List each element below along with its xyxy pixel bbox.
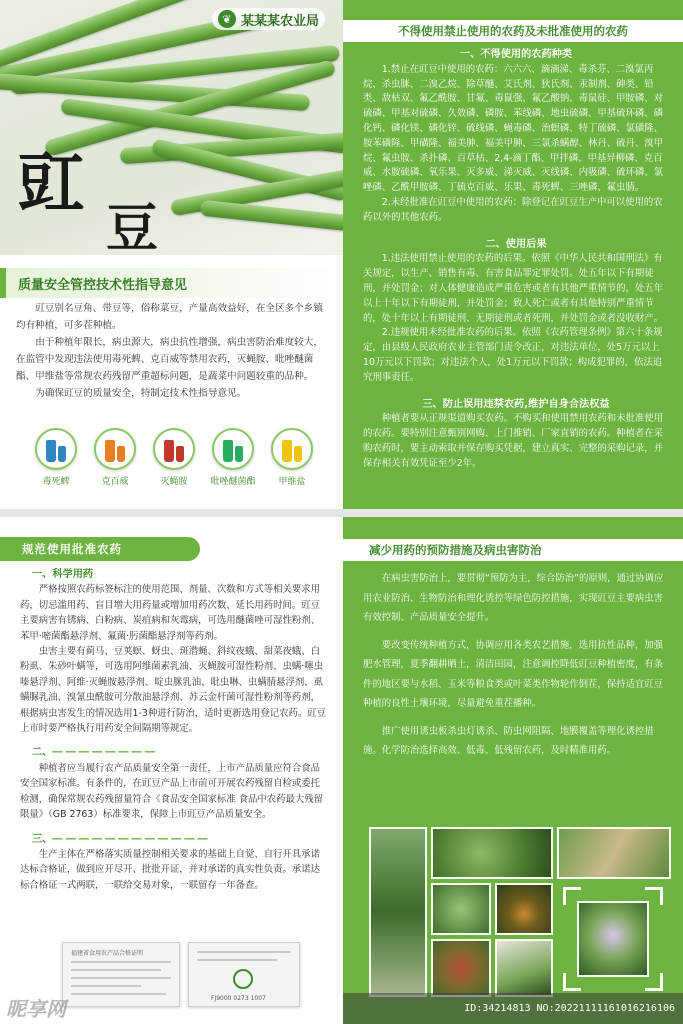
product-label: 吡唑醚菌酯 xyxy=(210,477,256,487)
prevention-text xyxy=(363,569,669,761)
section-title: 三、―――――――――――― xyxy=(32,833,211,845)
pesticide-bottle-icon xyxy=(94,428,136,470)
paragraph: 2.违规使用未经批准农药的后果。依照《农药管理条例》第六十条规定，由县级人民政府农业主管部门责令改正，对违法单位，处5万元以上10万元以下罚款；对违法个人，处1万元以下罚款；构成犯罪的，依法追究刑事责任。 xyxy=(363,327,663,383)
product-item xyxy=(93,428,137,498)
section-header xyxy=(343,539,683,561)
usage-panel xyxy=(0,517,343,1024)
product-label: 灭蝇胺 xyxy=(160,477,188,487)
paragraph: 严格按照农药标签标注的使用范围、剂量、次数和方式等相关要求用药，切忌滥用药、盲目增大用药量或增加用药次数、延长用药时间。豇豆主要病害有锈病、白粉病、炭疽病和灰霉病，可选用醚菌唑可湿性粉剂、苯甲·嘧菌酯悬浮剂、氟菌·肟菌酯悬浮剂等药剂。 xyxy=(20,584,321,642)
pesticide-bottle-icon xyxy=(212,428,254,470)
org-logo xyxy=(212,8,325,30)
pesticide-bottle-icon xyxy=(153,428,195,470)
section-header-text: 减少用药的预防措施及病虫害防治 xyxy=(369,543,542,557)
prohibited-panel xyxy=(343,0,683,509)
leaf-spot-photo xyxy=(431,883,491,935)
section-header xyxy=(343,20,683,42)
pesticide-bottle-icon xyxy=(35,428,77,470)
product-item xyxy=(270,428,314,498)
leaf-photo xyxy=(431,827,553,879)
pesticide-products xyxy=(34,428,314,498)
trellis-photo xyxy=(369,827,427,997)
intro-paragraph: 由于种植年限长，病虫源大，病虫抗性增强，病虫害防治难度较大，在监管中发现违法使用毒死蜱、克百威等禁用农药，灭蝇胺、吡唑醚菌酯、甲维盐等常规农药残留严重超标问题，是蔬菜中问题较重的品种。 xyxy=(16,337,323,382)
paragraph: 1.禁止在豇豆中使用的农药：六六六、滴滴涕、毒杀芬、二溴氯丙烷、杀虫脒、二溴乙烷、除草醚、艾氏剂、狄氏剂、汞制剂、砷类、铅类、敌枯双、氟乙酰胺、甘氟、毒鼠强、氟乙酸钠、毒鼠硅、甲胺磷、对硫磷、甲基对硫磷、久效磷、磷胺、苯线磷、地虫硫磷、甲基硫环磷、磷化钙、磷化镁、磷化锌、硫线磷、蝇毒磷、治螟磷、特丁硫磷、氯磺隆、胺苯磺隆、甲磺隆、福美胂、福美甲胂、三氯杀螨醇、林丹、硫丹、溴甲烷、氟虫胺、杀扑磷、百草枯、2,4-滴丁酯、甲拌磷、甲基异柳磷、克百威、水胺硫磷、氧乐果、灭多威、涕灭威、灭线磷、内吸磷、硫环磷、氯唑磷、乙酰甲胺磷、丁硫克百威、乐果、毒死蜱、三唑磷、氟虫腈。 xyxy=(363,63,664,194)
product-item xyxy=(211,428,255,498)
cover-title xyxy=(18,144,159,259)
image-id: ID:34214813 NO:20221111161016216106 xyxy=(464,1003,675,1014)
certificate-sample xyxy=(62,942,180,1007)
intro-paragraph: 豇豆别名豆角、带豆等，俗称菜豆，产量高效益好，在全区多个乡镇均有种植，可多茬种植。 xyxy=(16,303,323,331)
intro-paragraph: 为确保豇豆的质量安全，特制定技术性指导意见。 xyxy=(35,388,247,399)
section-title: 二、―――――――― xyxy=(32,747,158,759)
product-item xyxy=(34,428,78,498)
sheet-divider xyxy=(0,509,683,517)
section-header-text: 不得使用禁止使用的农药及未批准使用的农药 xyxy=(398,24,628,38)
paragraph: 要改变传统种植方式，协调应用各类农艺措施，选用抗性品种，加强肥水管理，夏季翻耕晒土，清洁田园，注意调控降低豇豆种植密度，有条件的地区要与水稻、玉米等粮食类或叶菜类作物轮作倒茬，保持适宜豇豆种植的良性土壤环境，尽量避免重茬播种。 xyxy=(363,639,664,709)
product-label: 克百威 xyxy=(101,477,129,487)
leaf-icon: ❦ xyxy=(218,10,236,28)
product-item xyxy=(152,428,196,498)
qr-stamp-icon xyxy=(233,969,253,989)
mildew-photo xyxy=(495,939,553,997)
rust-disease-photo xyxy=(431,939,491,997)
product-label: 毒死蜱 xyxy=(42,477,70,487)
back-sheet xyxy=(0,517,683,1024)
org-name: 某某某农业局 xyxy=(241,13,320,29)
title-char-1: 豇 xyxy=(18,144,84,222)
section-header xyxy=(0,537,200,561)
section-header-text: 规范使用批准农药 xyxy=(22,542,122,556)
site-watermark: 昵享网 xyxy=(6,997,66,1021)
bean-flower-photo xyxy=(577,901,649,977)
certificate-sample xyxy=(188,942,300,1007)
paragraph: 虫害主要有蓟马、豆荚螟、蚜虫、斑潜蝇、斜纹夜蛾、甜菜夜蛾、白粉虱、朱砂叶螨等，可选用阿维菌素乳油、灭蝇胺可湿性粉剂、虫螨·噻虫嗪悬浮剂、阿维·灭蝇胺悬浮剂、啶虫脒乳油、吡虫啉、虫螨腈悬浮剂、虱螨脲乳油、溴氰虫酰胺可分散油悬浮剂、苏云金杆菌可湿性粉剂等药剂，根据病虫害发生的情况选用1-3种进行防治，适时更新选用登记农药。豇豆上市时要严格执行用药安全间隔期等规定。 xyxy=(20,646,326,735)
focus-frame xyxy=(563,887,663,991)
prevention-panel xyxy=(343,517,683,1024)
certificate-number: FJ9000 0273 1007 xyxy=(211,995,266,1002)
section-title: 一、不得使用的农药种类 xyxy=(459,49,573,60)
section-title: 一、科学用药 xyxy=(32,569,94,580)
front-sheet xyxy=(0,0,683,509)
section-title: 三、防止误用违禁农药,维护自身合法权益 xyxy=(422,398,610,410)
title-char-2: 豆 xyxy=(106,198,159,259)
paragraph: 在病虫害防治上，要贯彻“预防为主，综合防治”的原则，通过协调应用农业防治、生物防治和理化诱控等绿色防控措施，实现豇豆主要病虫害有效控制、产品质量安全提升。 xyxy=(363,573,664,623)
pesticide-bottle-icon xyxy=(271,428,313,470)
prohibited-text xyxy=(363,46,669,472)
paragraph: 2.未经批准在豇豆中使用的农药：除登记在豇豆生产中可以使用的农药以外的其他农药。 xyxy=(363,196,663,223)
cover-panel xyxy=(0,0,343,509)
usage-text xyxy=(20,567,328,893)
caterpillar-photo xyxy=(495,883,553,935)
pod-photo xyxy=(557,827,671,879)
certificate-title: 福建省食用农产品合格证明 xyxy=(71,950,144,957)
subtitle-bar xyxy=(0,268,343,298)
section-title: 二、使用后果 xyxy=(485,238,547,250)
paragraph: 种植者要从正规渠道购买农药。不购买和使用禁用农药和未批准使用的农药。要特别注意甄别网购、上门推销、厂家直销的农药。种植者在采购农药时，要主动索取并保存购买凭据，建立真实、完整的采购记录，并保存相关有效凭证至少2年。 xyxy=(363,413,664,469)
paragraph: 1.违法使用禁止使用的农药的后果。依照《中华人民共和国刑法》有关规定，以生产、销售有毒、有害食品罪定罪处罚。处五年以下有期徒刑，并处罚金；对人体健康造成严重危害或者有其他严重情节的，处五年以上十年以下有期徒刑，并处罚金；致人死亡或者有其他特别严重情节的，处十年以上有期徒刑、无期徒刑或者死刑，并处罚金或者没收财产。 xyxy=(363,253,664,324)
paragraph: 生产主体在严格落实质量控制相关要求的基础上自觉、自行开具承诺达标合格证，做到应开尽开、批批开证，并对承诺的真实性负责。承诺达标合格证一式两联，一联给交易对象，一联留存一年备查。 xyxy=(20,848,321,891)
paragraph: 推广使用诱虫板杀虫灯诱杀、防虫网阻隔、地膜覆盖等理化诱控措施。化学防治选择高效、低毒、低残留农药，及时精准用药。 xyxy=(363,725,654,756)
intro-text xyxy=(16,300,328,402)
paragraph: 种植者应当履行农产品质量安全第一责任，上市产品质量应符合食品安全国家标准。有条件的，在豇豆产品上市前可开展农药残留自检或委托检测，确保常规农药残留量符合《食品安全国家标准 食品中农药最大残留限量》（GB 2763）标准要求，保障上市豇豆产品质量安全。 xyxy=(20,762,323,821)
image-id-bar xyxy=(343,993,683,1024)
product-label: 甲维盐 xyxy=(278,477,306,487)
pest-photo-gallery xyxy=(369,827,673,999)
subtitle: 质量安全管控技术性指导意见 xyxy=(18,278,188,293)
